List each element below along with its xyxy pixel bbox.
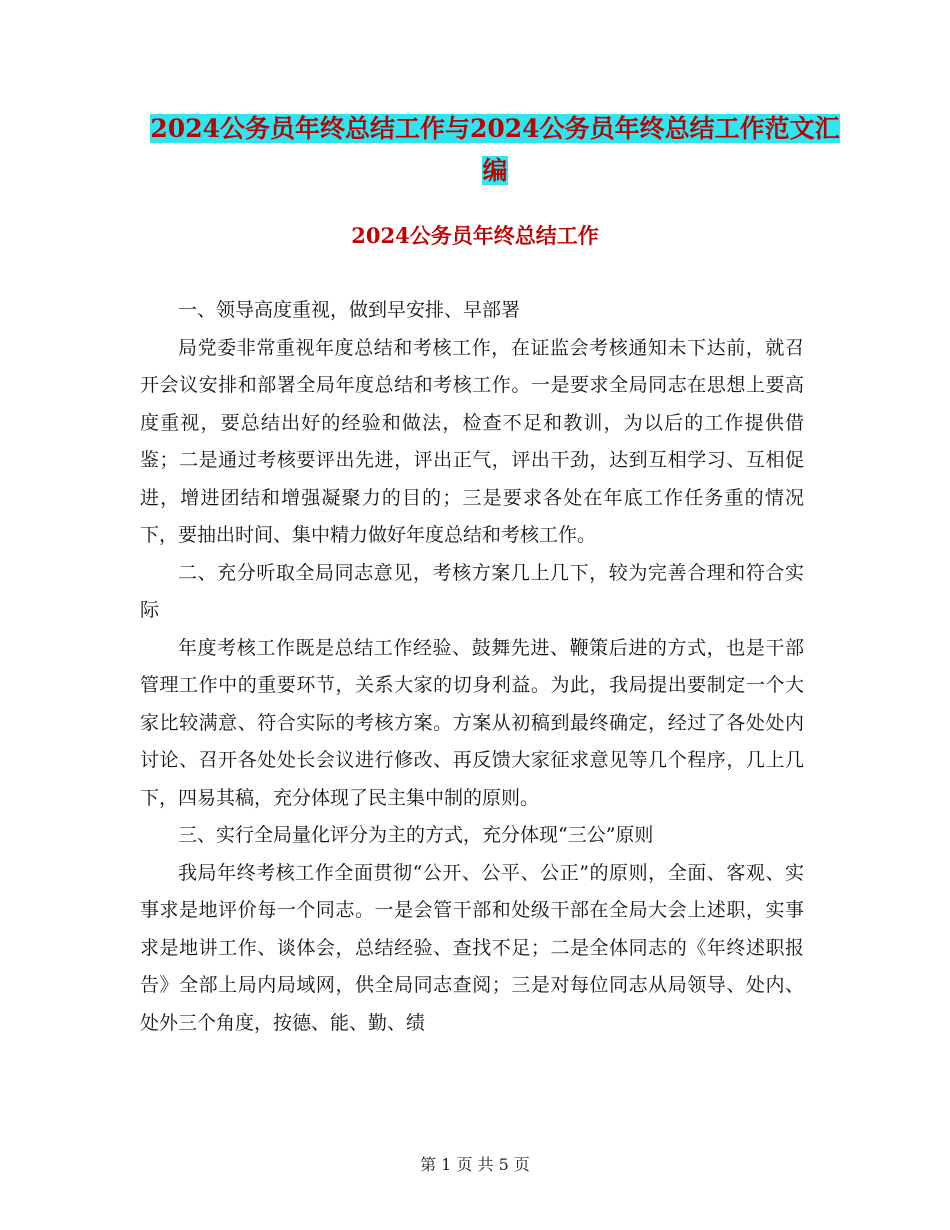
heading-1: 一、领导高度重视，做到早安排、早部署: [178, 299, 521, 321]
heading-2: 二、充分听取全局同志意见，考核方案几上几下，较为完善合理和符合实际: [140, 561, 804, 621]
document-title: [140, 108, 850, 192]
page-footer: 第 1 页 共 5 页: [420, 1155, 530, 1174]
document-body: [140, 292, 804, 1042]
document-title-text: 2024公务员年终总结工作与2024公务员年终总结工作范文汇编: [150, 114, 840, 185]
heading-3: 三、实行全局量化评分为主的方式，充分体现“三公”原则: [178, 824, 654, 846]
paragraph-3: 我局年终考核工作全面贯彻“公开、公平、公正”的原则，全面、客观、实事求是地评价每一个同志。一是会管干部和处级干部在全局大会上述职，实事求是地讲工作、谈体会，总结经验、查找不足；二是全体同志的《年终述职报告》全部上局内局域网，供全局同志查阅；三是对每位同志从局领导、处内、处外三个角度，按德、能、勤、绩: [140, 861, 804, 1034]
paragraph-1: 局党委非常重视年度总结和考核工作，在证监会考核通知未下达前，就召开会议安排和部署全局年度总结和考核工作。一是要求全局同志在思想上要高度重视，要总结出好的经验和做法，检查不足和教训，为以后的工作提供借鉴；二是通过考核要评出先进，评出正气，评出干劲，达到互相学习、互相促进，增进团结和增强凝聚力的目的；三是要求各处在年底工作任务重的情况下，要抽出时间、集中精力做好年度总结和考核工作。: [140, 336, 804, 546]
paragraph-2: 年度考核工作既是总结工作经验、鼓舞先进、鞭策后进的方式，也是干部管理工作中的重要环节，关系大家的切身利益。为此，我局提出要制定一个大家比较满意、符合实际的考核方案。方案从初稿到最终确定，经过了各处处内讨论、召开各处处长会议进行修改、再反馈大家征求意见等几个程序，几上几下，四易其稿，充分体现了民主集中制的原则。: [140, 636, 804, 809]
section-title: 2024公务员年终总结工作: [351, 223, 599, 248]
